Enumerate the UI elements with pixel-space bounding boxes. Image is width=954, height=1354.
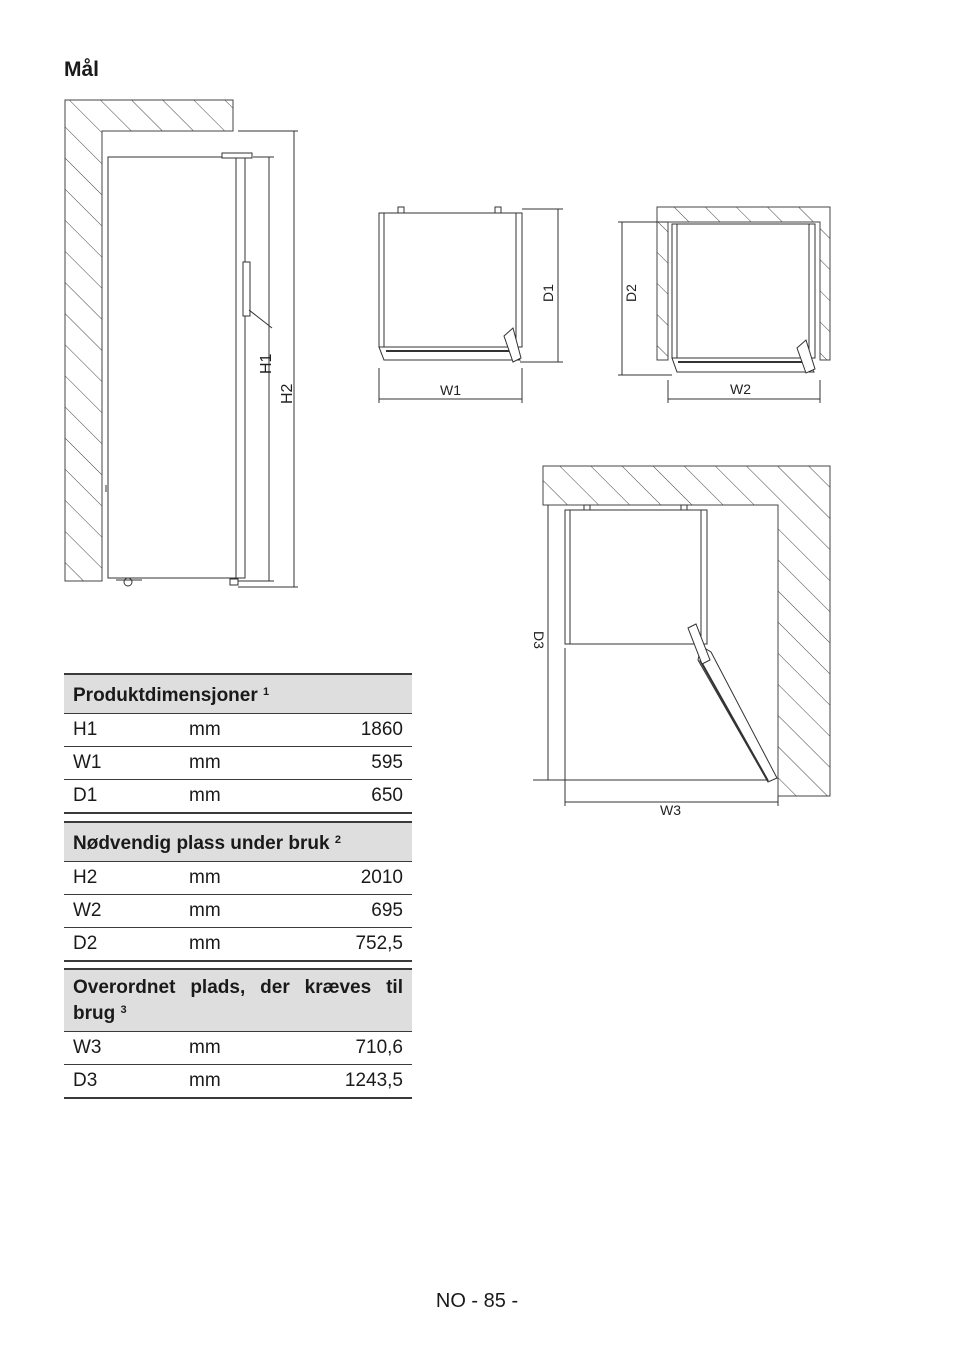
dimension-unit: mm (180, 747, 268, 780)
dimension-value: 595 (268, 747, 412, 780)
dimension-code: D3 (64, 1065, 180, 1099)
table-header: Produktdimensjoner $^1$ (64, 674, 412, 714)
w1-label: W1 (440, 382, 461, 398)
table-row (64, 1065, 412, 1099)
dimension-unit: mm (180, 862, 268, 895)
dimension-value: 1243,5 (268, 1065, 412, 1099)
h1-label: H1 (258, 353, 275, 374)
side-view-diagram (65, 100, 298, 587)
dimension-value: 710,6 (268, 1032, 412, 1065)
dimension-code: W3 (64, 1032, 180, 1065)
top-view-w1-diagram (379, 207, 563, 403)
dimension-code: D2 (64, 928, 180, 962)
door-handle (243, 262, 250, 316)
table-row (64, 862, 412, 895)
table-row (64, 895, 412, 928)
dimension-code: W2 (64, 895, 180, 928)
top-view-w3-diagram (533, 466, 830, 806)
dimension-value: 752,5 (268, 928, 412, 962)
dimension-code: D1 (64, 780, 180, 814)
dimension-code: W1 (64, 747, 180, 780)
h2-label: H2 (279, 383, 296, 404)
dimension-value: 2010 (268, 862, 412, 895)
w2-label: W2 (730, 381, 751, 397)
top-view-w2-diagram (618, 207, 830, 403)
table-header: Overordnet plads, der kræves til brug $^3$ (64, 969, 412, 1032)
table-header: Nødvendig plass under bruk $^2$ (64, 822, 412, 862)
dimension-unit: mm (180, 928, 268, 962)
table-row (64, 714, 412, 747)
dimension-unit: mm (180, 1065, 268, 1099)
dimension-value: 650 (268, 780, 412, 814)
table-row (64, 747, 412, 780)
dimension-unit: mm (180, 714, 268, 747)
table-row (64, 1032, 412, 1065)
d3-label: D3 (531, 631, 547, 649)
fridge-door (236, 157, 245, 578)
dimension-unit: mm (180, 1032, 268, 1065)
fridge-body (108, 157, 238, 578)
table-row (64, 928, 412, 962)
dimension-code: H1 (64, 714, 180, 747)
dimension-value: 695 (268, 895, 412, 928)
dimension-code: H2 (64, 862, 180, 895)
dimension-value: 1860 (268, 714, 412, 747)
section-title: Mål (64, 58, 100, 81)
w3-label: W3 (660, 802, 681, 818)
overall-space-table (64, 968, 412, 1099)
d1-label: D1 (540, 284, 556, 302)
open-door (698, 646, 777, 782)
table-row (64, 780, 412, 814)
dimension-unit: mm (180, 780, 268, 814)
required-space-table (64, 821, 412, 962)
page-number: NO - 85 - (435, 1290, 519, 1312)
product-dimensions-table (64, 673, 412, 814)
dimension-unit: mm (180, 895, 268, 928)
d2-label: D2 (623, 284, 639, 302)
